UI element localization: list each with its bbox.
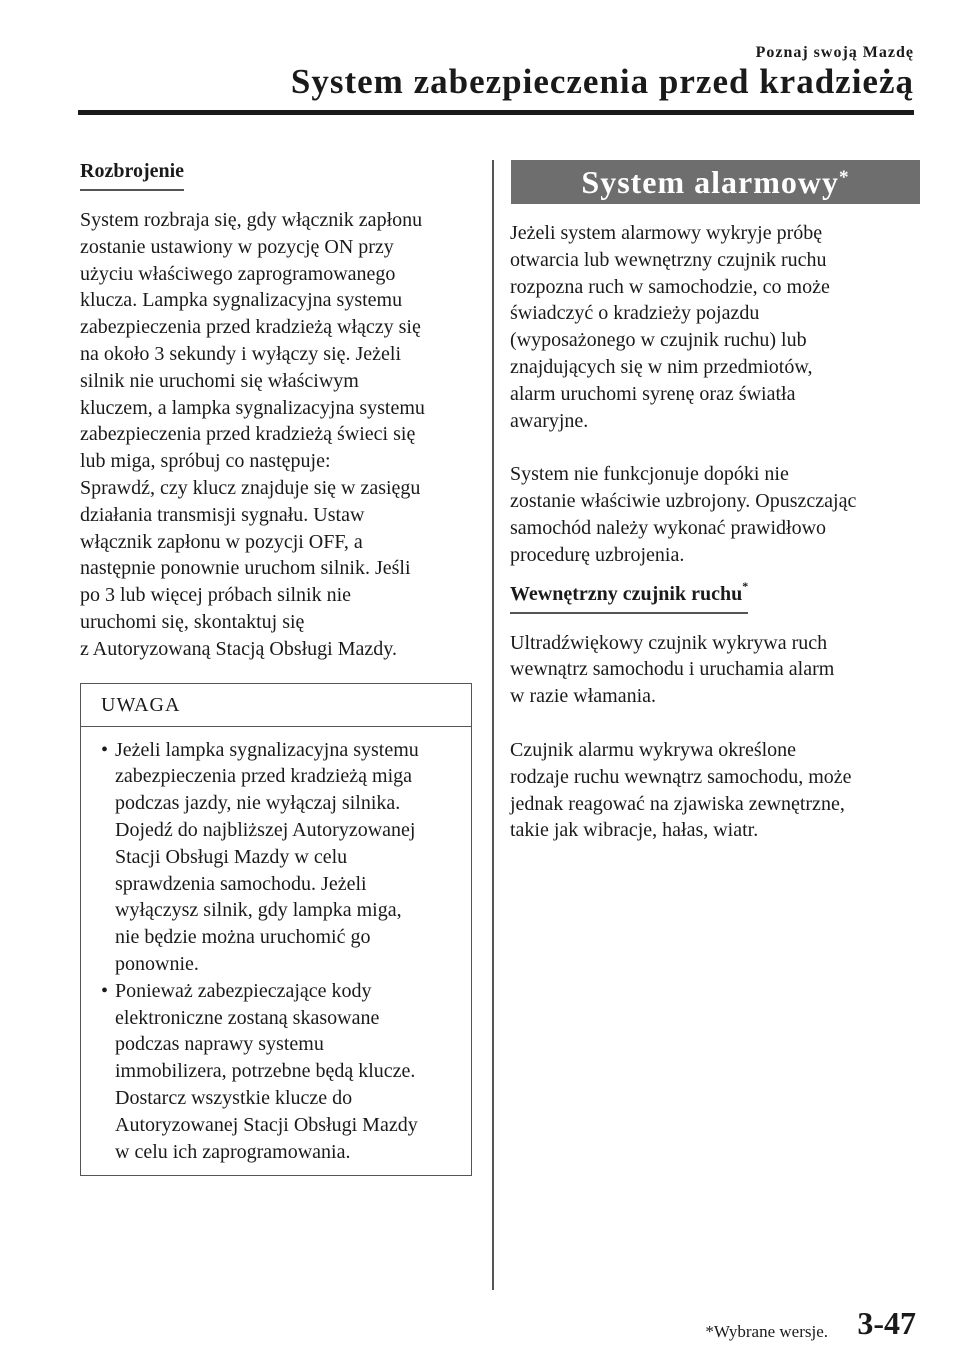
page-title: System zabezpieczenia przed kradzieżą [290, 62, 914, 101]
right-column [510, 160, 920, 844]
section-title: System alarmowy [581, 164, 840, 200]
motion-sensor-paragraph-2: Czujnik alarmu wykrywa określone rodzaje ruchu wewnątrz samochodu, może jednak reagować na zjawiska zewnętrzne, takie jak wibracje, hałas, wiatr. [510, 738, 852, 842]
alarm-paragraph-2: System nie funkcjonuje dopóki nie zostanie właściwie uzbrojony. Opuszczając samochód należy wykonać prawidłowo procedurę uzbrojenia. [510, 463, 857, 566]
chapter-label: Poznaj swoją Mazdę [755, 44, 914, 61]
subheading-motion-sensor [510, 578, 749, 614]
note-body [81, 727, 471, 1176]
optional-marker: * [839, 167, 850, 188]
note-title: UWAGA [81, 684, 471, 727]
optional-marker: * [742, 578, 749, 593]
note-box [80, 683, 472, 1177]
disarming-paragraph: System rozbraja się, gdy włącznik zapłonu zostanie ustawiony w pozycję ON przy użyciu właściwego zaprogramowanego klucza. Lampka sygnalizacyjna systemu zabezpieczenia przed kradzieżą włączy się na około 3 sekundy i wyłączy się. Jeżeli silnik nie uruchomi się właściwym kluczem, a lampka sygnalizacyjna systemu zabezpieczenia przed kradzieżą świeci się lub miga, spróbuj co następuje: Sprawdź, czy klucz znajduje się w zasięgu działania transmisji sygnału. Ustaw włącznik zapłonu w pozycji OFF, a następnie ponownie uruchom silnik. Jeśli po 3 lub więcej próbach silnik nie uruchomi się, skontaktuj się z Autoryzowaną Stacją Obsługi Mazdy. [80, 209, 425, 660]
note-item-text: Ponieważ zabezpieczające kody elektroniczne zostaną skasowane podczas naprawy systemu immobilizera, potrzebne będą klucze. Dostarcz wszystkie klucze do Autoryzowanej Stacji Obsługi Mazdy w celu ich zaprogramowania. [115, 979, 418, 1163]
header-rule [78, 110, 914, 115]
footnote: *Wybrane wersje. [705, 1322, 828, 1341]
note-item-text: Jeżeli lampka sygnalizacyjna systemu zabezpieczenia przed kradzieżą miga podczas jazdy, nie wyłączaj silnika. Dojedź do najbliższej Autoryzowanej Stacji Obsługi Mazdy w celu sprawdzenia samochodu. Jeżeli wyłączysz silnik, gdy lampka miga, nie będzie można uruchomić go ponownie. [115, 738, 419, 975]
column-divider [492, 160, 494, 1290]
alarm-paragraph-1: Jeżeli system alarmowy wykryje próbę otwarcia lub wewnętrzny czujnik ruchu rozpozna ruch w samochodzie, co może świadczyć o kradzieży pojazdu (wyposażonego w czujnik ruchu) lub znajdujących się w nim przedmiotów, alarm uruchomi syrenę oraz światła awaryjne. [510, 222, 830, 432]
motion-sensor-paragraph-1: Ultradźwiękowy czujnik wykrywa ruch wewnątrz samochodu i uruchamia alarm w razie włamania. [510, 631, 835, 708]
subheading-label: Wewnętrzny czujnik ruchu [510, 582, 743, 605]
bullet-icon: • [101, 738, 109, 761]
left-column [80, 160, 472, 1176]
section-banner-alarm [511, 160, 920, 204]
note-item [101, 737, 455, 978]
page-number: 3-47 [857, 1305, 916, 1341]
bullet-icon: • [101, 979, 109, 1002]
subheading-disarming: Rozbrojenie [80, 160, 184, 191]
note-item [101, 978, 455, 1166]
